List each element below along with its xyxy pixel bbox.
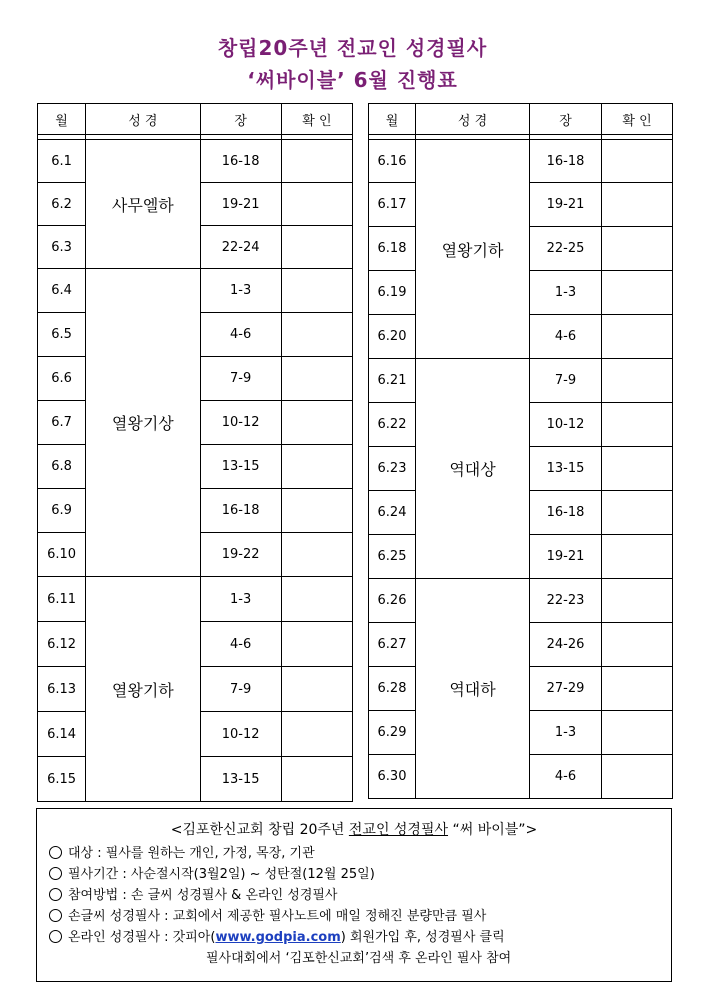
info-line-handwriting <box>49 906 671 927</box>
check-cell[interactable] <box>602 755 673 799</box>
date-cell: 6.23 <box>369 447 416 491</box>
check-cell[interactable] <box>281 667 352 712</box>
date-cell: 6.13 <box>38 667 86 712</box>
info-heading <box>37 819 671 839</box>
check-cell[interactable] <box>281 357 352 401</box>
check-cell[interactable] <box>281 622 352 667</box>
chapter-cell: 24-26 <box>530 623 602 667</box>
chapter-cell: 4-6 <box>530 315 602 359</box>
check-cell[interactable] <box>281 577 352 622</box>
chapter-cell: 7-9 <box>200 357 281 401</box>
date-cell: 6.7 <box>38 401 86 445</box>
chapter-cell: 1-3 <box>530 711 602 755</box>
info-line-period <box>49 864 671 885</box>
header-check: 확 인 <box>602 104 673 135</box>
check-cell[interactable] <box>602 667 673 711</box>
table-header-row <box>369 104 673 135</box>
chapter-cell: 10-12 <box>200 401 281 445</box>
book-cell: 열왕기하 <box>86 577 200 802</box>
check-cell[interactable] <box>602 140 673 183</box>
chapter-cell: 13-15 <box>200 445 281 489</box>
chapter-cell: 19-22 <box>200 533 281 577</box>
date-cell: 6.20 <box>369 315 416 359</box>
check-cell[interactable] <box>281 313 352 357</box>
info-line-text: 필사대회에서 ‘김포한신교회’검색 후 온라인 필사 참여 <box>206 951 512 966</box>
info-line-text: ) 회원가입 후, 성경필사 클릭 <box>340 930 505 945</box>
chapter-cell: 22-24 <box>200 226 281 269</box>
header-chapter: 장 <box>200 104 281 135</box>
date-cell: 6.30 <box>369 755 416 799</box>
check-cell[interactable] <box>602 491 673 535</box>
table-row <box>38 140 353 183</box>
check-cell[interactable] <box>281 140 352 183</box>
check-cell[interactable] <box>602 403 673 447</box>
chapter-cell: 13-15 <box>200 757 281 802</box>
table-row <box>38 577 353 622</box>
check-cell[interactable] <box>602 447 673 491</box>
check-cell[interactable] <box>602 535 673 579</box>
date-cell: 6.22 <box>369 403 416 447</box>
info-box <box>36 808 672 982</box>
chapter-cell: 19-21 <box>530 183 602 227</box>
check-cell[interactable] <box>281 269 352 313</box>
date-cell: 6.4 <box>38 269 86 313</box>
date-cell: 6.16 <box>369 140 416 183</box>
info-line-text: 손글씨 성경필사 : 교회에서 제공한 필사노트에 매일 정해진 분량만큼 필사 <box>68 909 487 924</box>
chapter-cell: 1-3 <box>200 577 281 622</box>
info-line-online-continued <box>206 948 671 969</box>
schedule-table-left <box>37 103 353 802</box>
date-cell: 6.9 <box>38 489 86 533</box>
check-cell[interactable] <box>602 579 673 623</box>
check-cell[interactable] <box>281 533 352 577</box>
chapter-cell: 7-9 <box>530 359 602 403</box>
check-cell[interactable] <box>602 315 673 359</box>
info-heading-suffix: “써 바이블”> <box>448 822 538 838</box>
table-header-row <box>38 104 353 135</box>
date-cell: 6.6 <box>38 357 86 401</box>
header-chapter: 장 <box>530 104 602 135</box>
chapter-cell: 10-12 <box>200 712 281 757</box>
info-line-text: 온라인 성경필사 : 갓피아( <box>68 930 216 945</box>
header-book: 성 경 <box>416 104 530 135</box>
circle-bullet-icon <box>49 909 62 922</box>
info-line-text: 대상 : 필사를 원하는 개인, 가정, 목장, 기관 <box>68 846 315 861</box>
table-row <box>369 579 673 623</box>
header-book: 성 경 <box>86 104 200 135</box>
date-cell: 6.25 <box>369 535 416 579</box>
chapter-cell: 13-15 <box>530 447 602 491</box>
check-cell[interactable] <box>602 623 673 667</box>
chapter-cell: 19-21 <box>530 535 602 579</box>
date-cell: 6.29 <box>369 711 416 755</box>
circle-bullet-icon <box>49 846 62 859</box>
check-cell[interactable] <box>281 401 352 445</box>
table-row <box>369 140 673 183</box>
chapter-cell: 27-29 <box>530 667 602 711</box>
date-cell: 6.17 <box>369 183 416 227</box>
circle-bullet-icon <box>49 888 62 901</box>
check-cell[interactable] <box>602 359 673 403</box>
chapter-cell: 19-21 <box>200 183 281 226</box>
date-cell: 6.14 <box>38 712 86 757</box>
book-cell: 열왕기하 <box>416 140 530 359</box>
page-title: 창립20주년 전교인 성경필사 <box>217 36 488 60</box>
table-row <box>38 269 353 313</box>
book-cell: 열왕기상 <box>86 269 200 577</box>
info-heading-prefix: <김포한신교회 창립 20주년 <box>170 822 349 838</box>
check-cell[interactable] <box>602 271 673 315</box>
check-cell[interactable] <box>281 445 352 489</box>
info-line-online <box>49 927 671 948</box>
check-cell[interactable] <box>281 757 352 802</box>
date-cell: 6.8 <box>38 445 86 489</box>
date-cell: 6.12 <box>38 622 86 667</box>
check-cell[interactable] <box>281 712 352 757</box>
date-cell: 6.24 <box>369 491 416 535</box>
check-cell[interactable] <box>281 183 352 226</box>
date-cell: 6.18 <box>369 227 416 271</box>
book-cell: 사무엘하 <box>86 140 200 269</box>
chapter-cell: 1-3 <box>530 271 602 315</box>
chapter-cell: 4-6 <box>200 313 281 357</box>
chapter-cell: 22-23 <box>530 579 602 623</box>
chapter-cell: 1-3 <box>200 269 281 313</box>
date-cell: 6.3 <box>38 226 86 269</box>
check-cell[interactable] <box>281 489 352 533</box>
date-cell: 6.15 <box>38 757 86 802</box>
check-cell[interactable] <box>602 183 673 227</box>
date-cell: 6.2 <box>38 183 86 226</box>
chapter-cell: 7-9 <box>200 667 281 712</box>
chapter-cell: 10-12 <box>530 403 602 447</box>
date-cell: 6.5 <box>38 313 86 357</box>
date-cell: 6.19 <box>369 271 416 315</box>
header-check: 확 인 <box>281 104 352 135</box>
chapter-cell: 4-6 <box>200 622 281 667</box>
page-subtitle: ‘써바이블’ 6월 진행표 <box>247 68 458 92</box>
date-cell: 6.11 <box>38 577 86 622</box>
header-month: 월 <box>38 104 86 135</box>
chapter-cell: 22-25 <box>530 227 602 271</box>
table-row <box>369 359 673 403</box>
info-line-target <box>49 843 671 864</box>
chapter-cell: 16-18 <box>200 489 281 533</box>
book-cell: 역대상 <box>416 359 530 579</box>
chapter-cell: 16-18 <box>530 140 602 183</box>
chapter-cell: 4-6 <box>530 755 602 799</box>
date-cell: 6.10 <box>38 533 86 577</box>
circle-bullet-icon <box>49 867 62 880</box>
check-cell[interactable] <box>602 711 673 755</box>
date-cell: 6.28 <box>369 667 416 711</box>
header-month: 월 <box>369 104 416 135</box>
book-cell: 역대하 <box>416 579 530 799</box>
date-cell: 6.1 <box>38 140 86 183</box>
godpia-link[interactable]: www.godpia.com <box>215 930 341 945</box>
check-cell[interactable] <box>602 227 673 271</box>
info-line-method <box>49 885 671 906</box>
chapter-cell: 16-18 <box>200 140 281 183</box>
info-line-text: 필사기간 : 사순절시작(3월2일) ~ 성탄절(12월 25일) <box>68 867 375 882</box>
circle-bullet-icon <box>49 930 62 943</box>
date-cell: 6.21 <box>369 359 416 403</box>
info-line-text: 참여방법 : 손 글씨 성경필사 & 온라인 성경필사 <box>68 888 338 903</box>
schedule-table-right <box>368 103 673 799</box>
check-cell[interactable] <box>281 226 352 269</box>
info-heading-underlined: 전교인 성경필사 <box>348 822 449 838</box>
date-cell: 6.27 <box>369 623 416 667</box>
chapter-cell: 16-18 <box>530 491 602 535</box>
date-cell: 6.26 <box>369 579 416 623</box>
